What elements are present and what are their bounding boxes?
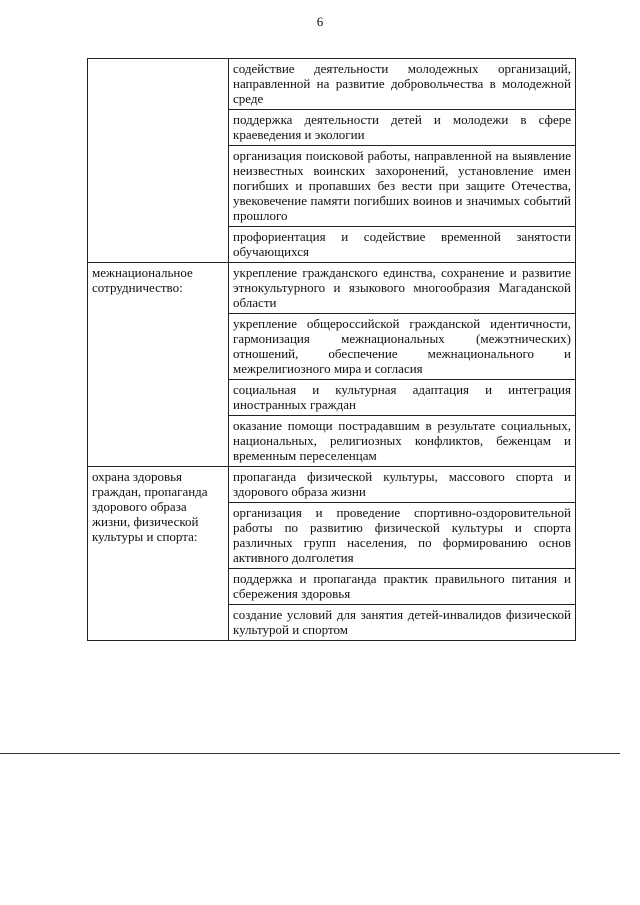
activity-cell: укрепление гражданского единства, сохранение и развитие этнокультурного и языкового многообразия Магаданской области: [229, 263, 576, 314]
separator-line: [0, 753, 620, 754]
category-cell: охрана здоровья граждан, пропаганда здорового образа жизни, физической культуры и спорта:: [88, 467, 229, 641]
activity-cell: поддержка деятельности детей и молодежи в сфере краеведения и экологии: [229, 110, 576, 146]
category-cell: межнациональное сотрудничество:: [88, 263, 229, 467]
activity-cell: профориентация и содействие временной занятости обучающихся: [229, 227, 576, 263]
category-cell: [88, 59, 229, 263]
activity-cell: пропаганда физической культуры, массового спорта и здорового образа жизни: [229, 467, 576, 503]
activity-cell: оказание помощи пострадавшим в результате социальных, национальных, религиозных конфликтов, беженцам и временным переселенцам: [229, 416, 576, 467]
activity-cell: социальная и культурная адаптация и интеграция иностранных граждан: [229, 380, 576, 416]
table-row: [88, 263, 576, 314]
activity-cell: содействие деятельности молодежных организаций, направленной на развитие добровольчества в молодежной среде: [229, 59, 576, 110]
table-row: [88, 59, 576, 110]
activity-cell: поддержка и пропаганда практик правильного питания и сбережения здоровья: [229, 569, 576, 605]
activity-cell: укрепление общероссийской гражданской идентичности, гармонизация межнациональных (межэтнических) отношений, обеспечение межнационального и межрелигиозного мира и согласия: [229, 314, 576, 380]
activity-cell: организация и проведение спортивно-оздоровительной работы по развитию физической культуры и спорта различных групп населения, по формированию основ активного долголетия: [229, 503, 576, 569]
activities-table: [87, 58, 576, 641]
activity-cell: создание условий для занятия детей-инвалидов физической культурой и спортом: [229, 605, 576, 641]
page-number: 6: [316, 14, 324, 29]
table-row: [88, 467, 576, 503]
activity-cell: организация поисковой работы, направленной на выявление неизвестных воинских захоронений, установление имен погибших и пропавших без вести при защите Отечества, увековечение памяти погибших воинов и значимых событий прошлого: [229, 146, 576, 227]
